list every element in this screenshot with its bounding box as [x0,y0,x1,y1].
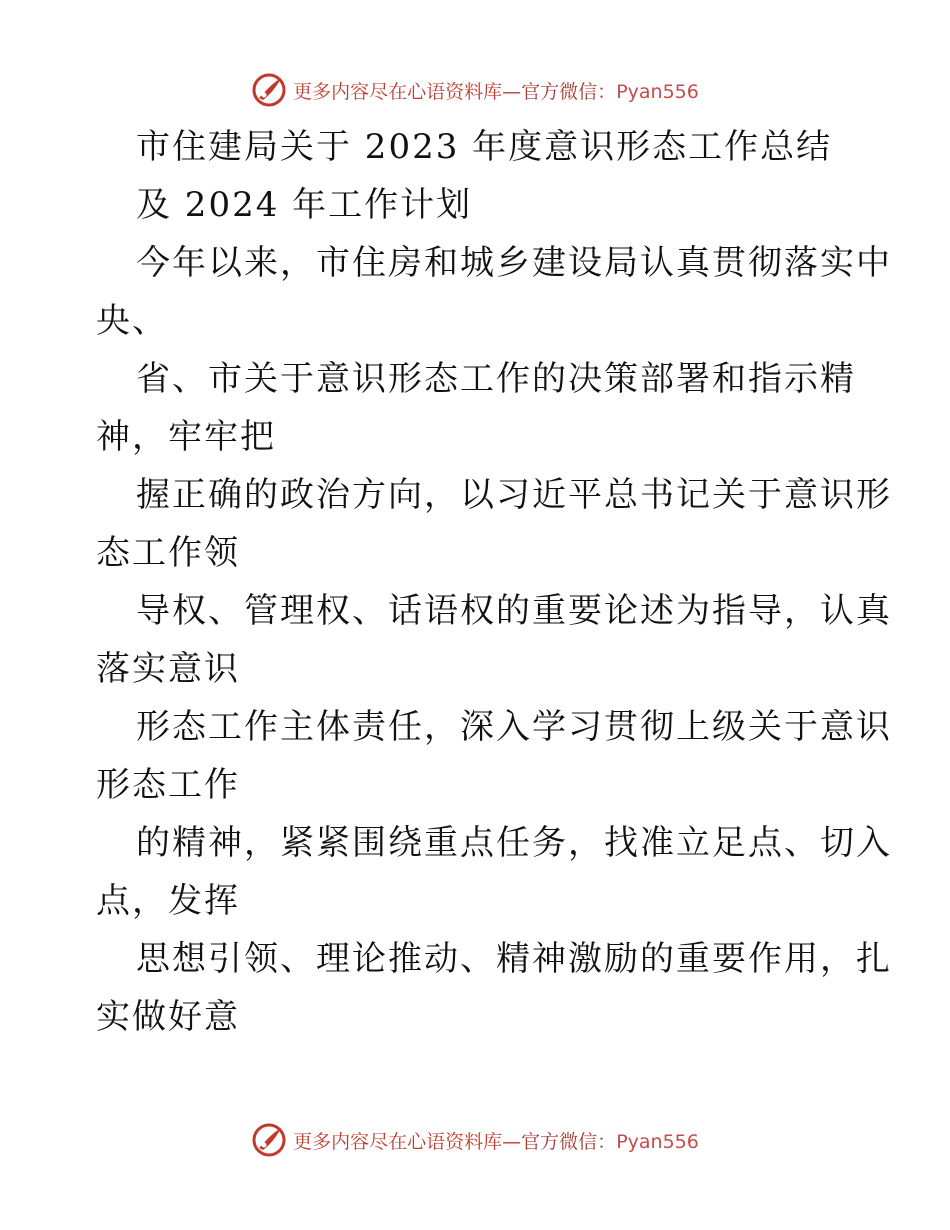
document-title-line-2: 及 2024 年工作计划 [136,185,473,225]
footer-text [293,1127,699,1154]
footer-wechat-id: Pyan556 [616,1130,699,1153]
body-line: 态工作领 [96,533,240,573]
quill-pen-logo-icon [251,1122,287,1158]
header-separator: — [502,80,522,103]
body-line: 点，发挥 [96,881,240,921]
header-wechat-id: Pyan556 [616,80,699,103]
body-line: 省、市关于意识形态工作的决策部署和指示精 [136,359,856,399]
document-title-line-1: 市住建局关于 2023 年度意识形态工作总结 [136,127,833,167]
body-line: 形态工作 [96,765,240,805]
body-line: 导权、管理权、话语权的重要论述为指导，认真 [136,591,892,631]
footer-wechat-label: 官方微信： [521,1130,617,1153]
body-line: 形态工作主体责任，深入学习贯彻上级关于意识 [136,707,892,747]
body-line: 落实意识 [96,649,240,689]
header-wechat-label: 官方微信： [521,80,617,103]
body-line: 今年以来，市住房和城乡建设局认真贯彻落实中 [136,243,892,283]
body-line: 神，牢牢把 [96,417,276,457]
body-line: 握正确的政治方向，以习近平总书记关于意识形 [136,475,892,515]
quill-pen-logo-icon [251,72,287,108]
footer-site-text: 更多内容尽在心语资料库 [293,1130,503,1153]
document-body [96,120,892,1048]
header-text [293,77,699,104]
body-line: 央、 [96,301,168,341]
header-banner [0,70,950,110]
footer-separator: — [502,1130,522,1153]
body-line: 思想引领、理论推动、精神激励的重要作用，扎 [136,939,892,979]
header-site-text: 更多内容尽在心语资料库 [293,80,503,103]
body-line: 的精神，紧紧围绕重点任务，找准立足点、切入 [136,823,892,863]
body-line: 实做好意 [96,997,240,1037]
footer-banner [0,1120,950,1160]
